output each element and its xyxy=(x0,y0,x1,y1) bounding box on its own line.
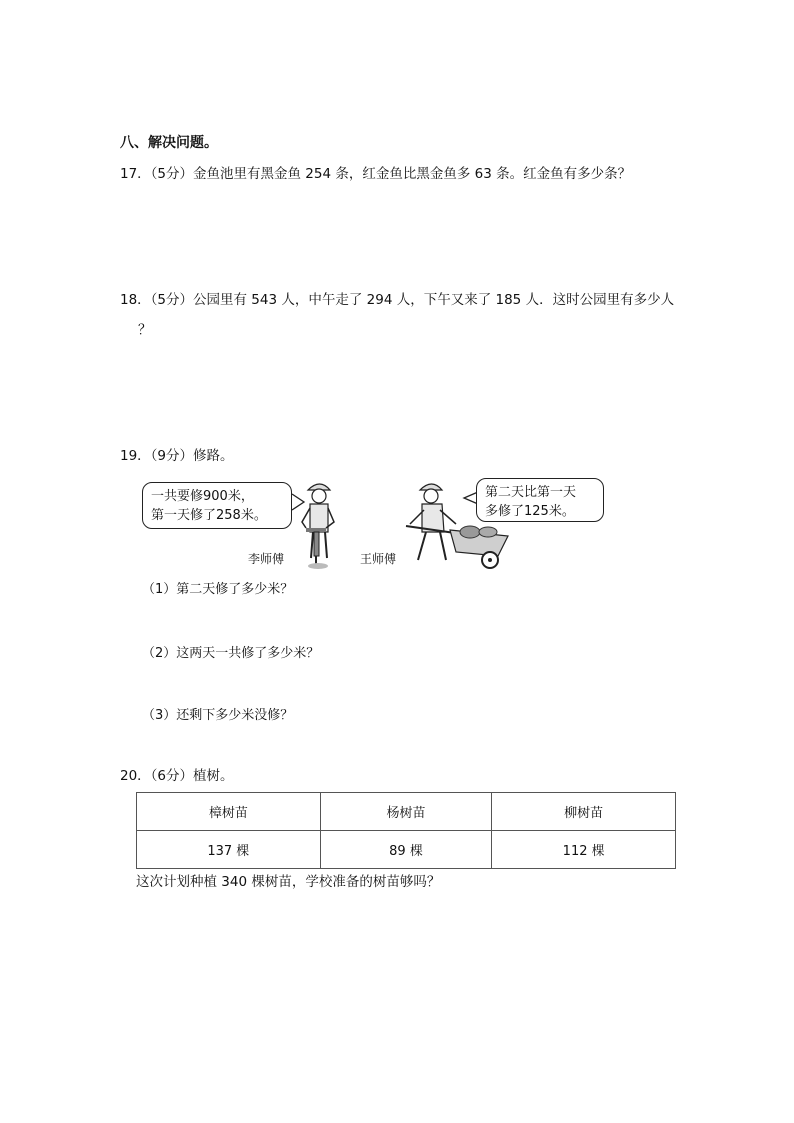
worker-li-figure xyxy=(280,476,360,572)
bubble-li-line2: 第一天修了258米。 xyxy=(151,508,267,523)
question-19-sub1: （1）第二天修了多少米？ xyxy=(142,582,294,597)
table-header-cell: 樟树苗 xyxy=(137,793,321,831)
speech-bubble-wang xyxy=(476,478,604,522)
worker-name-wang: 王师傅 xyxy=(360,552,397,566)
tree-seedling-table xyxy=(136,792,676,869)
bubble-wang-line2: 多修了125米。 xyxy=(485,504,575,519)
question-20-title: 20．（6分）植树。 xyxy=(120,768,234,784)
question-20-prompt: 这次计划种植 340 棵树苗，学校准备的树苗够吗？ xyxy=(136,874,441,890)
table-row xyxy=(137,831,676,869)
question-19-sub3: （3）还剩下多少米没修？ xyxy=(142,708,294,723)
question-19-sub2: （2）这两天一共修了多少米？ xyxy=(142,646,320,661)
question-18-line1: 18．（5分）公园里有 543 人，中午走了 294 人，下午又来了 185 人．这时公园里有多少人 xyxy=(120,292,675,308)
question-18-line2: ？ xyxy=(138,322,152,338)
bubble-li-line1: 一共要修900米， xyxy=(151,489,254,504)
bubble-wang-line1: 第二天比第一天 xyxy=(485,485,577,500)
table-header-cell: 杨树苗 xyxy=(320,793,492,831)
table-header-row xyxy=(137,793,676,831)
worker-name-li: 李师傅 xyxy=(248,552,285,566)
table-cell: 137 棵 xyxy=(137,831,321,869)
section-title: 八、解决问题。 xyxy=(120,135,218,151)
table-cell: 112 棵 xyxy=(492,831,676,869)
table-cell: 89 棵 xyxy=(320,831,492,869)
question-17: 17．（5分）金鱼池里有黑金鱼 254 条，红金鱼比黑金鱼多 63 条。红金鱼有多少条？ xyxy=(120,166,632,182)
speech-bubble-li xyxy=(142,482,292,529)
bubble-tail-left xyxy=(292,494,304,510)
question-19-title: 19．（9分）修路。 xyxy=(120,448,234,464)
table-header-cell: 柳树苗 xyxy=(492,793,676,831)
